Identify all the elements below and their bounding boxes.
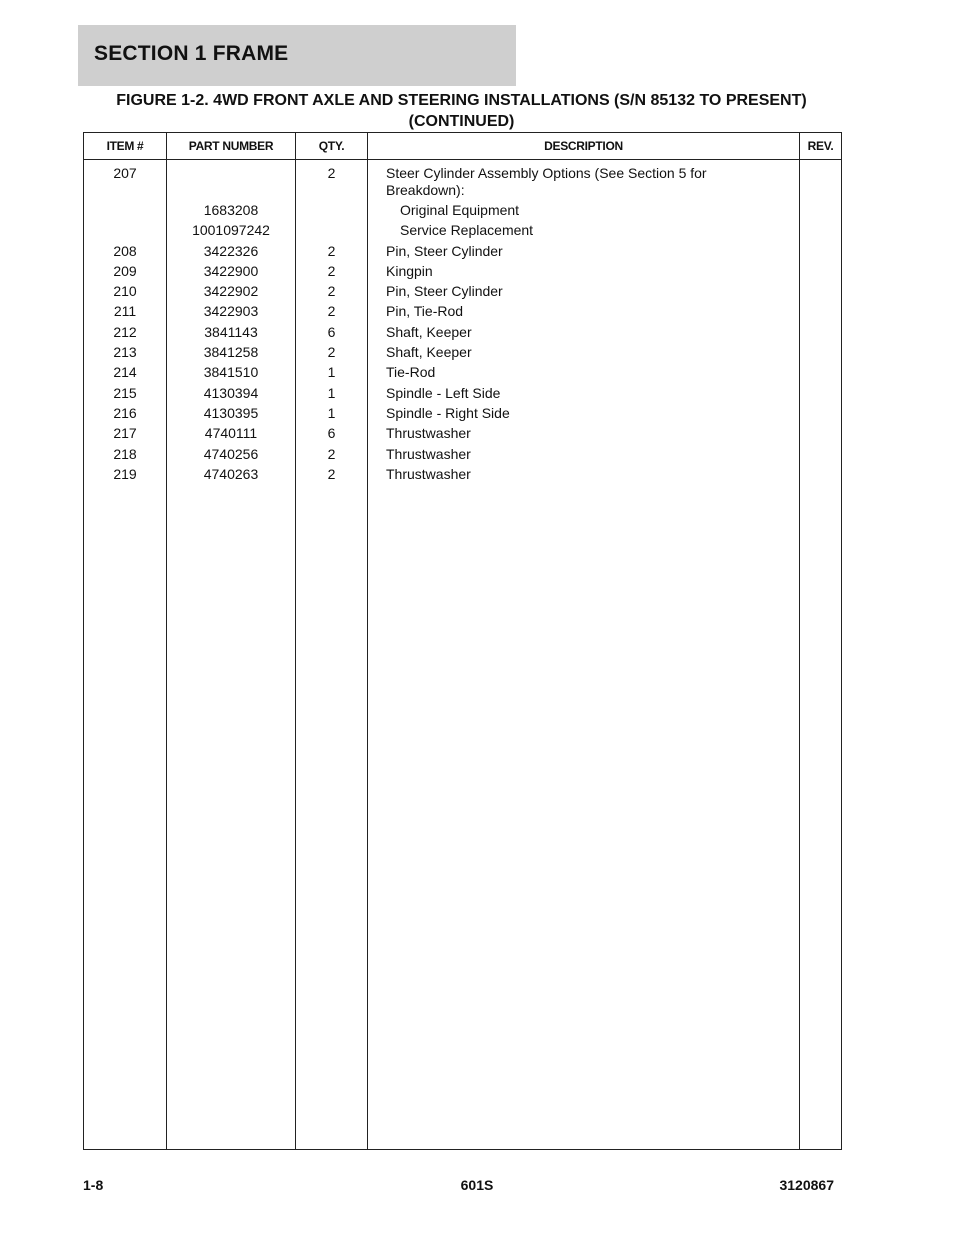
cell-description: Kingpin	[368, 263, 800, 283]
cell-rev	[800, 446, 842, 466]
cell-item	[84, 202, 167, 222]
cell-description: Thrustwasher	[368, 446, 800, 466]
table-row	[84, 243, 842, 263]
cell-rev	[800, 385, 842, 405]
cell-item: 211	[84, 303, 167, 323]
figure-title-line1: FIGURE 1-2. 4WD FRONT AXLE AND STEERING INSTALLATIONS (S/N 85132 TO PRESENT)	[116, 92, 807, 109]
column-header-description: DESCRIPTION	[368, 133, 800, 160]
cell-description: Pin, Steer Cylinder	[368, 243, 800, 263]
cell-part-number: 3422326	[167, 243, 296, 263]
table-row	[84, 466, 842, 486]
cell-qty: 2	[296, 466, 368, 486]
table-row	[84, 364, 842, 384]
cell-part-number: 1001097242	[167, 222, 296, 242]
cell-rev	[800, 160, 842, 203]
filler-cell	[84, 486, 167, 1149]
cell-description: Spindle - Left Side	[368, 385, 800, 405]
cell-description: Tie-Rod	[368, 364, 800, 384]
cell-description: Shaft, Keeper	[368, 344, 800, 364]
cell-rev	[800, 303, 842, 323]
cell-qty	[296, 222, 368, 242]
cell-qty: 2	[296, 303, 368, 323]
cell-part-number: 3841258	[167, 344, 296, 364]
cell-rev	[800, 243, 842, 263]
table-row	[84, 385, 842, 405]
section-header: SECTION 1 FRAME	[78, 25, 516, 86]
cell-part-number: 3841510	[167, 364, 296, 384]
cell-part-number: 4740263	[167, 466, 296, 486]
cell-qty: 1	[296, 385, 368, 405]
cell-part-number: 4130395	[167, 405, 296, 425]
filler-cell	[296, 486, 368, 1149]
table-row	[84, 425, 842, 445]
cell-qty: 1	[296, 405, 368, 425]
cell-item: 218	[84, 446, 167, 466]
filler-cell	[368, 486, 800, 1149]
cell-description: Steer Cylinder Assembly Options (See Section 5 for Breakdown):	[368, 160, 800, 203]
cell-item: 217	[84, 425, 167, 445]
cell-part-number: 3841143	[167, 324, 296, 344]
cell-item: 216	[84, 405, 167, 425]
cell-qty	[296, 202, 368, 222]
footer-page-number: 1-8	[83, 1177, 104, 1193]
table-row	[84, 222, 842, 242]
cell-part-number: 4740111	[167, 425, 296, 445]
cell-description: Pin, Steer Cylinder	[368, 283, 800, 303]
cell-part-number: 4740256	[167, 446, 296, 466]
column-header-item: ITEM #	[84, 133, 167, 160]
table-row	[84, 405, 842, 425]
cell-rev	[800, 425, 842, 445]
figure-title-line2: (CONTINUED)	[408, 113, 515, 130]
cell-description: Service Replacement	[368, 222, 800, 242]
cell-item: 219	[84, 466, 167, 486]
table-row	[84, 160, 842, 203]
filler-cell	[800, 486, 842, 1149]
cell-qty: 2	[296, 263, 368, 283]
figure-title	[83, 90, 840, 132]
cell-item: 210	[84, 283, 167, 303]
cell-part-number	[167, 160, 296, 203]
footer-model: 601S	[460, 1177, 494, 1193]
cell-rev	[800, 405, 842, 425]
cell-item: 213	[84, 344, 167, 364]
cell-rev	[800, 324, 842, 344]
cell-qty: 2	[296, 283, 368, 303]
cell-description: Thrustwasher	[368, 425, 800, 445]
column-header-qty: QTY.	[296, 133, 368, 160]
cell-item	[84, 222, 167, 242]
cell-rev	[800, 344, 842, 364]
table-row	[84, 202, 842, 222]
cell-item: 209	[84, 263, 167, 283]
footer-doc-number: 3120867	[779, 1177, 834, 1193]
table-filler-row	[84, 486, 842, 1149]
cell-item: 214	[84, 364, 167, 384]
cell-rev	[800, 263, 842, 283]
cell-part-number: 3422902	[167, 283, 296, 303]
cell-qty: 2	[296, 344, 368, 364]
cell-qty: 2	[296, 446, 368, 466]
cell-qty: 6	[296, 324, 368, 344]
cell-qty: 1	[296, 364, 368, 384]
table-header-row	[84, 133, 842, 160]
column-header-rev: REV.	[800, 133, 842, 160]
cell-rev	[800, 283, 842, 303]
table-row	[84, 344, 842, 364]
cell-item: 208	[84, 243, 167, 263]
cell-description: Spindle - Right Side	[368, 405, 800, 425]
column-header-part-number: PART NUMBER	[167, 133, 296, 160]
cell-qty: 2	[296, 160, 368, 203]
table-row	[84, 446, 842, 466]
cell-part-number: 4130394	[167, 385, 296, 405]
cell-description: Shaft, Keeper	[368, 324, 800, 344]
cell-qty: 2	[296, 243, 368, 263]
cell-rev	[800, 466, 842, 486]
table-row	[84, 263, 842, 283]
cell-item: 207	[84, 160, 167, 203]
table-row	[84, 283, 842, 303]
cell-rev	[800, 364, 842, 384]
cell-part-number: 3422900	[167, 263, 296, 283]
cell-description: Original Equipment	[368, 202, 800, 222]
filler-cell	[167, 486, 296, 1149]
cell-item: 215	[84, 385, 167, 405]
parts-table-body	[84, 160, 842, 1150]
table-row	[84, 303, 842, 323]
parts-table	[83, 132, 842, 1150]
cell-part-number: 1683208	[167, 202, 296, 222]
table-row	[84, 324, 842, 344]
cell-part-number: 3422903	[167, 303, 296, 323]
cell-qty: 6	[296, 425, 368, 445]
cell-rev	[800, 202, 842, 222]
cell-description: Thrustwasher	[368, 466, 800, 486]
cell-rev	[800, 222, 842, 242]
cell-item: 212	[84, 324, 167, 344]
cell-description: Pin, Tie-Rod	[368, 303, 800, 323]
